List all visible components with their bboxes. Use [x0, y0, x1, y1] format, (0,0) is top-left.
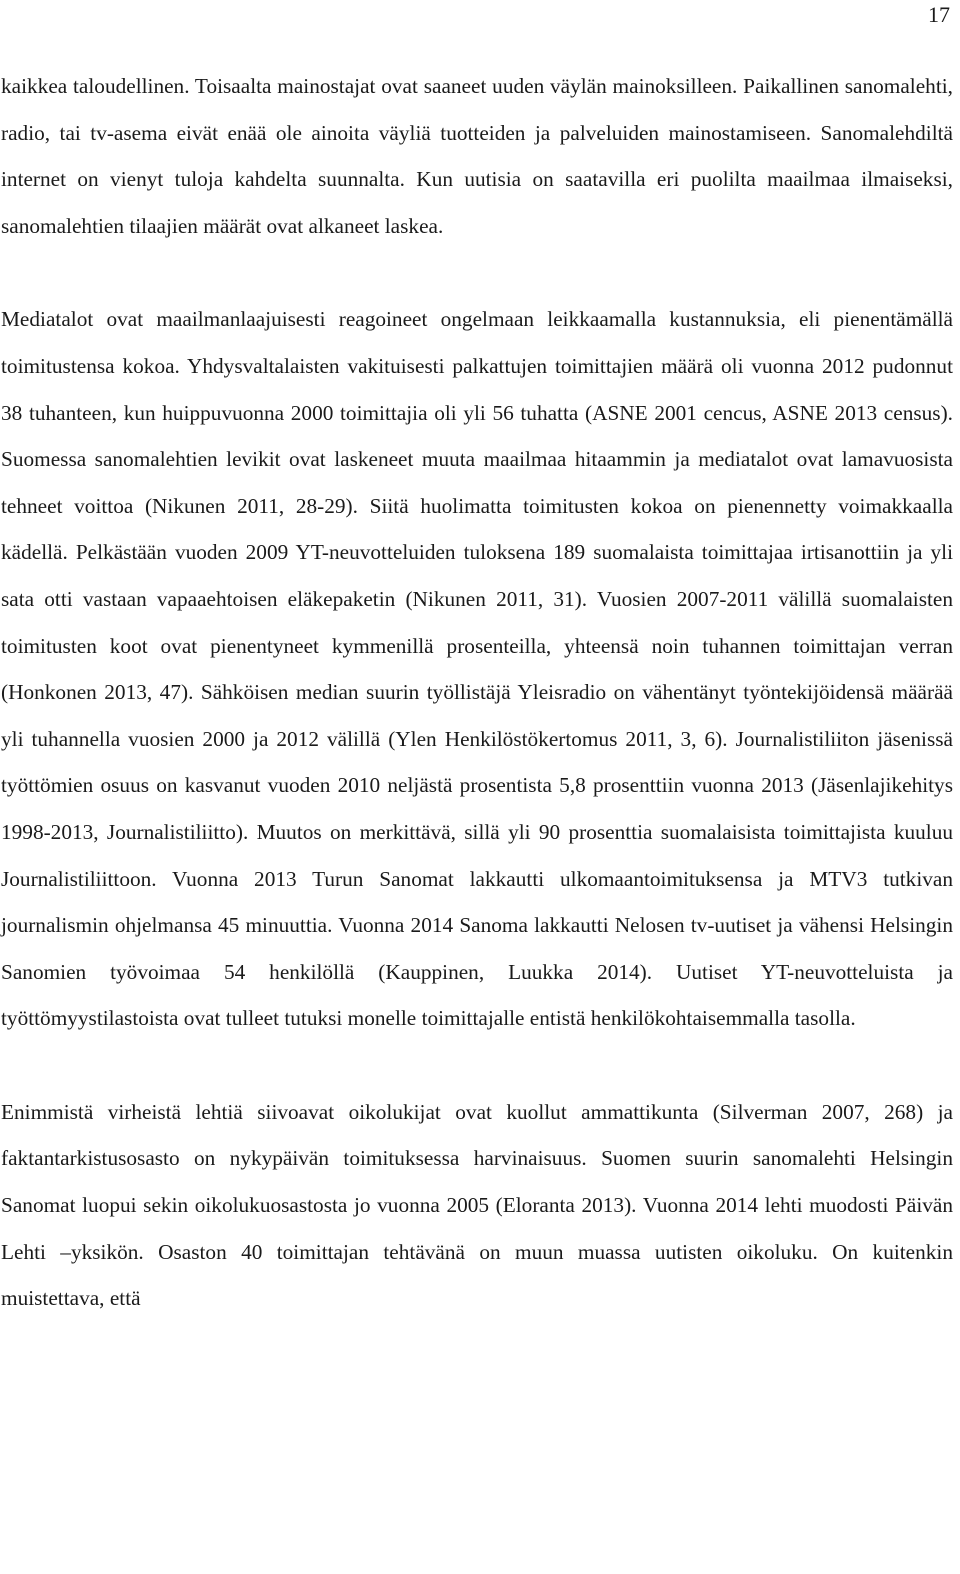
paragraph-spacer — [1, 249, 953, 296]
paragraph-media-cuts: Mediatalot ovat maailmanlaajuisesti reagoineet ongelmaan leikkaamalla kustannuksia, eli pienentämällä toimitustensa kokoa. Yhdysvaltalaisten vakituisesti palkattujen toimittajien määrä oli vuonna 2012 pudonnut 38 tuhanteen, kun huippuvuonna 2000 toimittajia oli yli 56 tuhatta (ASNE 2001 cencus, ASNE 2013 census). Suomessa sanomalehtien levikit ovat laskeneet muuta maailmaa hitaammin ja mediatalot ovat lamavuosista tehneet voittoa (Nikunen 2011, 28-29). Siitä huolimatta toimitusten kokoa on pienennetty voimakkaalla kädellä. Pelkästään vuoden 2009 YT-neuvotteluiden tuloksena 189 suomalaista toimittajaa irtisanottiin ja yli sata otti vastaan vapaaehtoisen eläkepaketin (Nikunen 2011, 31). Vuosien 2007-2011 välillä suomalaisten toimitusten koot ovat pienentyneet kymmenillä prosenteilla, yhteensä noin tuhannen toimittajan verran (Honkonen 2013, 47). Sähköisen median suurin työllistäjä Yleisradio on vähentänyt työntekijöidensä määrää yli tuhannella vuosien 2000 ja 2012 välillä (Ylen Henkilöstökertomus 2011, 3, 6). Journalistiliiton jäsenissä työttömien osuus on kasvanut vuoden 2010 neljästä prosentista 5,8 prosenttiin vuonna 2013 (Jäsenlajikehitys 1998-2013, Journalistiliitto). Muutos on merkittävä, sillä yli 90 prosenttia suomalaisista toimittajista kuuluu Journalistiliittoon. Vuonna 2013 Turun Sanomat lakkautti ulkomaantoimituksensa ja MTV3 tutkivan journalismin ohjelmansa 45 minuuttia. Vuonna 2014 Sanoma lakkautti Nelosen tv-uutiset ja vähensi Helsingin Sanomien työvoimaa 54 henkilöllä (Kauppinen, Luukka 2014). Uutiset YT-neuvotteluista ja työttömyystilastoista ovat tulleet tutuksi monelle toimittajalle entistä henkilökohtaisemmalla tasolla. — [1, 307, 953, 1031]
document-body — [1, 63, 953, 1322]
page-number: 17 — [928, 2, 950, 27]
paragraph-spacer — [1, 1042, 953, 1089]
paragraph-advertising: kaikkea taloudellinen. Toisaalta mainostajat ovat saaneet uuden väylän mainoksilleen. Paikallinen sanomalehti, radio, tai tv-asema eivät enää ole ainoita väyliä tuotteiden ja palveluiden mainostamiseen. Sanomalehdiltä internet on vienyt tuloja kahdelta suunnalta. Kun uutisia on saatavilla eri puolilta maailmaa ilmaiseksi, sanomalehtien tilaajien määrät ovat alkaneet laskea. — [1, 74, 953, 238]
paragraph-proofreading: Enimmistä virheistä lehtiä siivoavat oikolukijat ovat kuollut ammattikunta (Silverman 2007, 268) ja faktantarkistusosasto on nykypäivän toimituksessa harvinaisuus. Suomen suurin sanomalehti Helsingin Sanomat luopui sekin oikolukuosastosta jo vuonna 2005 (Eloranta 2013). Vuonna 2014 lehti muodosti Päivän Lehti –yksikön. Osaston 40 toimittajan tehtävänä on muun muassa uutisten oikoluku. On kuitenkin muistettava, että — [1, 1099, 953, 1311]
